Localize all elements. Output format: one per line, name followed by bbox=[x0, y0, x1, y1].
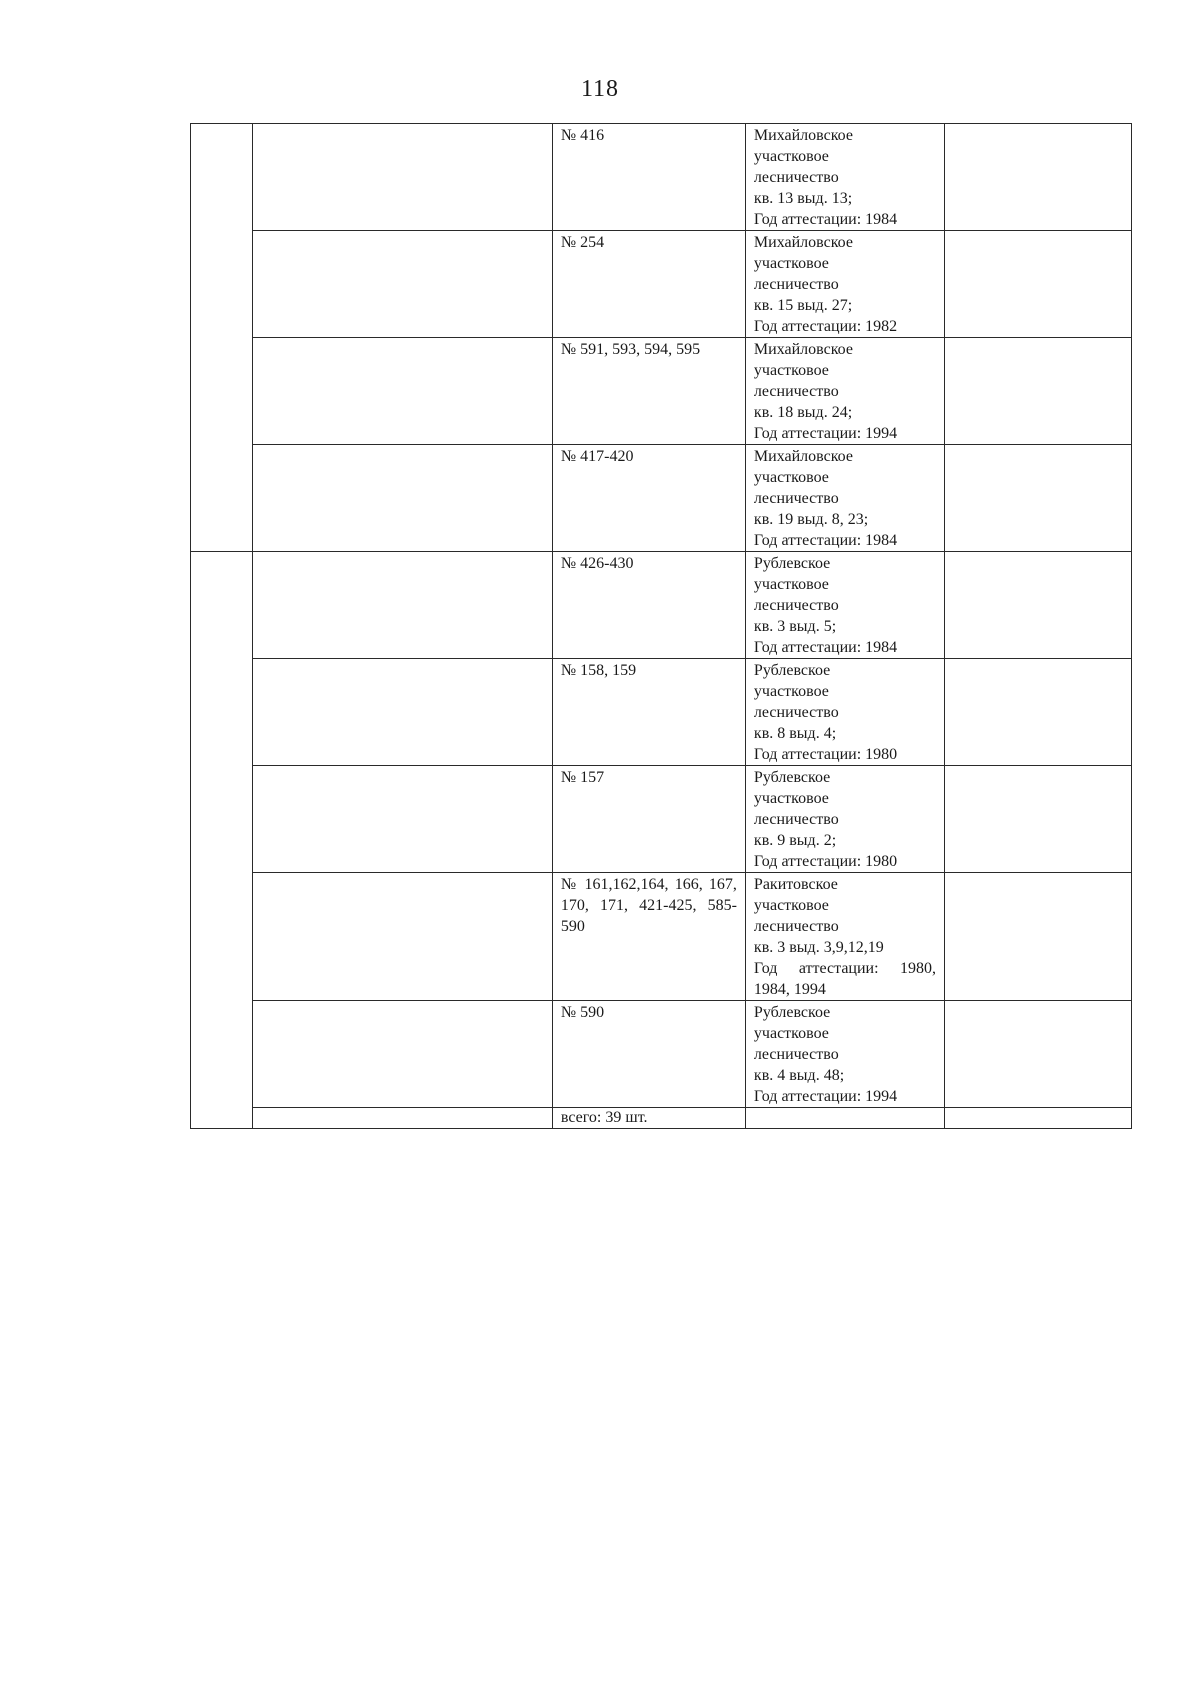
empty-cell bbox=[944, 766, 1131, 873]
numbers-text: № 254 bbox=[560, 234, 605, 251]
document-table bbox=[190, 123, 1132, 1129]
group-cell-2 bbox=[191, 552, 253, 1129]
empty-cell bbox=[253, 124, 553, 231]
location-line: Год аттестации: 1980, bbox=[753, 960, 936, 977]
numbers-text: № 416 bbox=[560, 127, 605, 144]
location-line: Год аттестации: 1994 bbox=[753, 1088, 898, 1105]
location-cell bbox=[745, 445, 944, 552]
location-line: Год аттестации: 1984 bbox=[753, 532, 898, 549]
empty-cell bbox=[944, 1001, 1131, 1108]
location-line: Михайловское bbox=[753, 234, 853, 251]
empty-cell bbox=[944, 338, 1131, 445]
empty-cell bbox=[253, 552, 553, 659]
location-cell bbox=[745, 338, 944, 445]
empty-cell bbox=[253, 873, 553, 1001]
total-text: всего: 39 шт. bbox=[560, 1109, 648, 1126]
location-cell bbox=[745, 552, 944, 659]
location-cell bbox=[745, 766, 944, 873]
location-line: участковое bbox=[753, 683, 829, 700]
location-line: кв. 8 выд. 4; bbox=[753, 725, 837, 742]
numbers-cell bbox=[552, 552, 745, 659]
location-cell bbox=[745, 659, 944, 766]
empty-cell bbox=[253, 766, 553, 873]
empty-cell bbox=[253, 445, 553, 552]
group-cell-1 bbox=[191, 124, 253, 552]
numbers-cell bbox=[552, 445, 745, 552]
location-line: Год аттестации: 1994 bbox=[753, 425, 898, 442]
table-row bbox=[191, 552, 1132, 659]
location-line: лесничество bbox=[753, 704, 839, 721]
location-line: Ракитовское bbox=[753, 876, 838, 893]
location-line: участковое bbox=[753, 148, 829, 165]
location-line: кв. 4 выд. 48; bbox=[753, 1067, 845, 1084]
numbers-cell bbox=[552, 659, 745, 766]
empty-cell bbox=[944, 231, 1131, 338]
location-cell bbox=[745, 231, 944, 338]
location-line: участковое bbox=[753, 255, 829, 272]
page-number: 118 bbox=[580, 76, 620, 102]
numbers-text: № 161,162,164, 166, 167, 170, 171, 421-425, 585-590 bbox=[560, 876, 737, 935]
numbers-cell bbox=[552, 766, 745, 873]
location-cell bbox=[745, 873, 944, 1001]
location-line: участковое bbox=[753, 469, 829, 486]
numbers-cell bbox=[552, 124, 745, 231]
location-line: кв. 9 выд. 2; bbox=[753, 832, 837, 849]
numbers-text: № 590 bbox=[560, 1004, 605, 1021]
empty-cell bbox=[253, 659, 553, 766]
location-line: Год аттестации: 1984 bbox=[753, 639, 898, 656]
table-row bbox=[191, 766, 1132, 873]
location-line: Рублевское bbox=[753, 769, 831, 786]
empty-cell bbox=[944, 659, 1131, 766]
empty-cell bbox=[745, 1108, 944, 1129]
location-line: лесничество bbox=[753, 169, 839, 186]
location-line: кв. 3 выд. 3,9,12,19 bbox=[753, 939, 884, 956]
total-row bbox=[191, 1108, 1132, 1129]
location-line: Год аттестации: 1980 bbox=[753, 853, 898, 870]
location-line: Рублевское bbox=[753, 1004, 831, 1021]
numbers-text: № 591, 593, 594, 595 bbox=[560, 341, 701, 358]
location-line: Год аттестации: 1984 bbox=[753, 211, 898, 228]
numbers-cell bbox=[552, 231, 745, 338]
location-line: кв. 19 выд. 8, 23; bbox=[753, 511, 869, 528]
location-line: 1984, 1994 bbox=[753, 981, 826, 998]
empty-cell bbox=[944, 445, 1131, 552]
location-cell bbox=[745, 1001, 944, 1108]
empty-cell bbox=[253, 231, 553, 338]
location-line: Михайловское bbox=[753, 341, 853, 358]
empty-cell bbox=[944, 552, 1131, 659]
location-line: Михайловское bbox=[753, 127, 853, 144]
table-row bbox=[191, 873, 1132, 1001]
location-line: участковое bbox=[753, 1025, 829, 1042]
empty-cell bbox=[253, 1001, 553, 1108]
location-line: лесничество bbox=[753, 918, 839, 935]
location-line: кв. 15 выд. 27; bbox=[753, 297, 853, 314]
location-line: кв. 18 выд. 24; bbox=[753, 404, 853, 421]
numbers-cell bbox=[552, 1001, 745, 1108]
table-row bbox=[191, 445, 1132, 552]
table-row bbox=[191, 124, 1132, 231]
total-cell bbox=[552, 1108, 745, 1129]
location-line: Рублевское bbox=[753, 555, 831, 572]
location-line: Михайловское bbox=[753, 448, 853, 465]
empty-cell bbox=[944, 1108, 1131, 1129]
numbers-cell bbox=[552, 873, 745, 1001]
location-line: участковое bbox=[753, 790, 829, 807]
numbers-text: № 417-420 bbox=[560, 448, 634, 465]
location-line: Рублевское bbox=[753, 662, 831, 679]
location-cell bbox=[745, 124, 944, 231]
location-line: лесничество bbox=[753, 811, 839, 828]
table-row bbox=[191, 231, 1132, 338]
location-line: Год аттестации: 1980 bbox=[753, 746, 898, 763]
empty-cell bbox=[253, 1108, 553, 1129]
table-row bbox=[191, 338, 1132, 445]
location-line: лесничество bbox=[753, 1046, 839, 1063]
location-line: кв. 3 выд. 5; bbox=[753, 618, 837, 635]
empty-cell bbox=[253, 338, 553, 445]
empty-cell bbox=[944, 124, 1131, 231]
location-line: лесничество bbox=[753, 597, 839, 614]
location-line: участковое bbox=[753, 897, 829, 914]
numbers-text: № 158, 159 bbox=[560, 662, 637, 679]
numbers-text: № 157 bbox=[560, 769, 605, 786]
numbers-cell bbox=[552, 338, 745, 445]
location-line: лесничество bbox=[753, 490, 839, 507]
location-line: участковое bbox=[753, 362, 829, 379]
location-line: участковое bbox=[753, 576, 829, 593]
table-row bbox=[191, 659, 1132, 766]
location-line: кв. 13 выд. 13; bbox=[753, 190, 853, 207]
numbers-text: № 426-430 bbox=[560, 555, 634, 572]
location-line: лесничество bbox=[753, 276, 839, 293]
location-line: Год аттестации: 1982 bbox=[753, 318, 898, 335]
table-row bbox=[191, 1001, 1132, 1108]
empty-cell bbox=[944, 873, 1131, 1001]
location-line: лесничество bbox=[753, 383, 839, 400]
